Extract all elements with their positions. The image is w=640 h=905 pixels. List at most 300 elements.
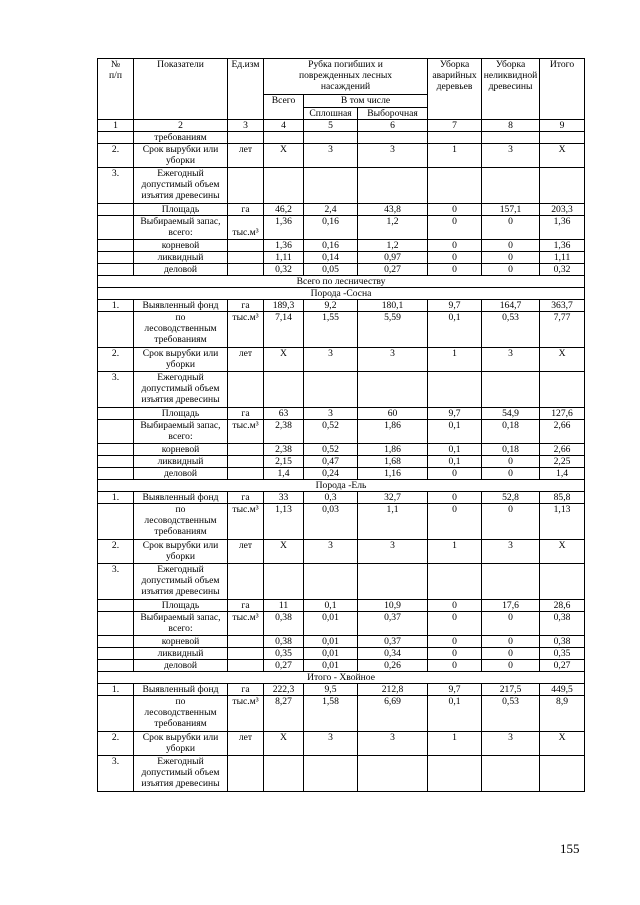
table-cell: 8,27 (264, 696, 304, 732)
table-cell: 0,01 (304, 636, 358, 648)
table-cell: 0,27 (358, 264, 428, 276)
table-row (98, 408, 585, 420)
table-cell: 127,6 (540, 408, 585, 420)
table-cell: 1,13 (540, 504, 585, 540)
header-felling: Рубка погибших и поврежденных лесных насаждений (264, 59, 428, 95)
table-cell: 0 (428, 240, 482, 252)
table-row (98, 540, 585, 564)
table-cell: 0,27 (264, 660, 304, 672)
table-cell: 1,11 (540, 252, 585, 264)
table-row (98, 612, 585, 636)
table-cell: 164,7 (482, 300, 540, 312)
table-cell: 52,8 (482, 492, 540, 504)
table-cell: 157,1 (482, 204, 540, 216)
table-cell: Х (264, 144, 304, 168)
table-cell: 2,66 (540, 420, 585, 444)
table-cell: 1,13 (264, 504, 304, 540)
table-cell: 0,05 (304, 264, 358, 276)
table-cell: 189,3 (264, 300, 304, 312)
table-cell: 1,16 (358, 468, 428, 480)
table-cell: 0,35 (540, 648, 585, 660)
table-cell (228, 252, 264, 264)
table-cell (228, 468, 264, 480)
table-row (98, 600, 585, 612)
table-cell: тыс.м³ (228, 420, 264, 444)
table-cell (482, 372, 540, 408)
table-cell: 2,15 (264, 456, 304, 468)
table-cell: 0 (482, 264, 540, 276)
table-row (98, 456, 585, 468)
table-cell (98, 444, 134, 456)
table-cell: 0,38 (264, 612, 304, 636)
section-row (98, 288, 585, 300)
colnum: 9 (540, 120, 585, 132)
table-cell: 3 (358, 732, 428, 756)
table-cell (304, 564, 358, 600)
section-title: Порода -Сосна (98, 288, 585, 300)
table-cell: 3. (98, 564, 134, 600)
section-title: Итого - Хвойное (98, 672, 585, 684)
header-selective: Выборочная (358, 108, 428, 120)
table-cell: 3 (304, 540, 358, 564)
continuation-row (98, 132, 585, 144)
table-cell: 0,26 (358, 660, 428, 672)
table-cell: 1,36 (264, 216, 304, 240)
table-cell: 1. (98, 684, 134, 696)
table-cell (228, 660, 264, 672)
table-cell: 1,4 (540, 468, 585, 480)
table-cell: 0,37 (358, 636, 428, 648)
table-cell: лет (228, 144, 264, 168)
table-cell: Х (264, 348, 304, 372)
table-cell (264, 564, 304, 600)
table-cell: 1,86 (358, 420, 428, 444)
table-cell (98, 264, 134, 276)
table-cell: корневой (134, 240, 228, 252)
colnum: 8 (482, 120, 540, 132)
table-cell: га (228, 684, 264, 696)
table-cell (228, 168, 264, 204)
table-cell: Площадь (134, 408, 228, 420)
table-cell: 2. (98, 540, 134, 564)
table-cell: 1,36 (540, 240, 585, 252)
table-cell: 0,01 (304, 612, 358, 636)
table-cell (482, 168, 540, 204)
table-cell: 33 (264, 492, 304, 504)
table-cell: 3 (304, 348, 358, 372)
table-cell: Выбираемый запас, всего: (134, 612, 228, 636)
table-cell: Срок вырубки или уборки (134, 348, 228, 372)
table-cell: 1 (428, 348, 482, 372)
table-cell (540, 564, 585, 600)
table-cell: 0,1 (428, 456, 482, 468)
table-row (98, 216, 585, 240)
table-cell: 9,5 (304, 684, 358, 696)
table-row (98, 660, 585, 672)
table-cell (228, 564, 264, 600)
table-cell: 1. (98, 300, 134, 312)
table-cell: 0 (428, 252, 482, 264)
table-row (98, 732, 585, 756)
table-cell (228, 240, 264, 252)
table-cell: 0,1 (304, 600, 358, 612)
table-cell: 0,01 (304, 660, 358, 672)
table-row (98, 504, 585, 540)
table-cell: Х (540, 348, 585, 372)
table-cell: 0 (482, 636, 540, 648)
table-cell: 9,7 (428, 408, 482, 420)
table-cell: 2. (98, 144, 134, 168)
table-cell: 46,2 (264, 204, 304, 216)
table-cell: 60 (358, 408, 428, 420)
table-cell: Х (264, 732, 304, 756)
table-cell: лет (228, 732, 264, 756)
table-cell: 0 (482, 468, 540, 480)
table-cell (304, 168, 358, 204)
colnum: 4 (264, 120, 304, 132)
table-cell: 0,35 (264, 648, 304, 660)
table-cell: 0,18 (482, 444, 540, 456)
table-cell: 5,59 (358, 312, 428, 348)
table-cell (428, 372, 482, 408)
table-cell: ликвидный (134, 648, 228, 660)
table-cell: 0 (428, 468, 482, 480)
table-cell: 222,3 (264, 684, 304, 696)
table-cell: 7,14 (264, 312, 304, 348)
table-cell: 0 (482, 648, 540, 660)
table-cell: га (228, 204, 264, 216)
table-cell (264, 756, 304, 792)
header-grand-total: Итого (540, 59, 585, 120)
table-cell: лет (228, 348, 264, 372)
table-cell: га (228, 408, 264, 420)
table-cell: тыс.м³ (228, 504, 264, 540)
table-cell: Х (540, 732, 585, 756)
table-cell (358, 372, 428, 408)
table-cell: 203,3 (540, 204, 585, 216)
table-cell: 0 (482, 612, 540, 636)
table-cell: 0 (482, 456, 540, 468)
table-cell (98, 216, 134, 240)
table-cell: 3 (482, 348, 540, 372)
table-cell (264, 372, 304, 408)
table-cell (98, 660, 134, 672)
table-cell: 217,5 (482, 684, 540, 696)
table-cell: 0 (428, 204, 482, 216)
table-cell: 28,6 (540, 600, 585, 612)
table-row (98, 636, 585, 648)
table-cell: 1,55 (304, 312, 358, 348)
table-cell: Выбираемый запас, всего: (134, 216, 228, 240)
continuation-text: требованиям (134, 132, 228, 144)
table-cell (304, 756, 358, 792)
colnum: 5 (304, 120, 358, 132)
table-cell: Выявленный фонд (134, 492, 228, 504)
table-cell: тыс.м³ (228, 312, 264, 348)
table-cell: 1,1 (358, 504, 428, 540)
table-cell: 0 (428, 492, 482, 504)
table-cell: 0,53 (482, 312, 540, 348)
table-cell (98, 468, 134, 480)
table-cell: Ежегодный допустимый объем изъятия древесины (134, 168, 228, 204)
table-cell: 0,1 (428, 444, 482, 456)
table-cell: ликвидный (134, 456, 228, 468)
table-cell: 0,38 (540, 612, 585, 636)
table-cell: 0,53 (482, 696, 540, 732)
table-cell: 3 (304, 732, 358, 756)
table-cell (304, 372, 358, 408)
table-cell: 0,3 (304, 492, 358, 504)
table-cell: 0,03 (304, 504, 358, 540)
table-cell: 2,25 (540, 456, 585, 468)
table-cell: 0,1 (428, 696, 482, 732)
table-cell: 0 (428, 216, 482, 240)
table-cell (98, 312, 134, 348)
table-cell: 3 (482, 540, 540, 564)
table-cell: 1,58 (304, 696, 358, 732)
table-cell: Выбираемый запас, всего: (134, 420, 228, 444)
table-row (98, 684, 585, 696)
table-cell: по лесоводственным требованиям (134, 504, 228, 540)
table-cell (428, 564, 482, 600)
table-cell: 85,8 (540, 492, 585, 504)
header-indicators: Показатели (134, 59, 228, 120)
table-cell: 3 (482, 732, 540, 756)
table-cell: 10,9 (358, 600, 428, 612)
colnum: 2 (134, 120, 228, 132)
table-row (98, 420, 585, 444)
table-cell: 2,38 (264, 444, 304, 456)
table-cell (98, 252, 134, 264)
table-cell: га (228, 600, 264, 612)
table-cell: 3. (98, 372, 134, 408)
table-cell (228, 444, 264, 456)
table-cell: 0 (428, 600, 482, 612)
colnum: 6 (358, 120, 428, 132)
table-row (98, 144, 585, 168)
section-row (98, 480, 585, 492)
table-cell (482, 756, 540, 792)
table-cell: 3 (304, 144, 358, 168)
table-cell: 32,7 (358, 492, 428, 504)
table-row (98, 444, 585, 456)
table-row (98, 756, 585, 792)
table-cell: Х (264, 540, 304, 564)
table-cell: 3 (304, 408, 358, 420)
table-cell: лет (228, 540, 264, 564)
colnum: 3 (228, 120, 264, 132)
header-total: Всего (264, 95, 304, 120)
table-cell (98, 204, 134, 216)
table-cell (540, 372, 585, 408)
table-cell: 0 (428, 660, 482, 672)
table-cell: 0,27 (540, 660, 585, 672)
table-cell (228, 456, 264, 468)
table-cell: тыс.м³ (228, 216, 264, 240)
table-cell: 43,8 (358, 204, 428, 216)
table-cell: 11 (264, 600, 304, 612)
header-unit: Ед.изм (228, 59, 264, 120)
table-cell: 0,1 (428, 312, 482, 348)
table-cell: 1 (428, 144, 482, 168)
table-cell (482, 564, 540, 600)
table-cell: 0 (428, 504, 482, 540)
table-cell (264, 168, 304, 204)
table-cell: тыс.м³ (228, 612, 264, 636)
table-cell (358, 168, 428, 204)
table-cell (428, 756, 482, 792)
table-cell: га (228, 300, 264, 312)
table-cell: 1,68 (358, 456, 428, 468)
table-cell (98, 240, 134, 252)
table-cell: 1. (98, 492, 134, 504)
table-cell: 0,14 (304, 252, 358, 264)
table-cell: Выявленный фонд (134, 684, 228, 696)
table-cell (98, 420, 134, 444)
table-cell (358, 756, 428, 792)
table-cell: Ежегодный допустимый объем изъятия древесины (134, 756, 228, 792)
table-cell: 0,16 (304, 240, 358, 252)
table-cell (98, 696, 134, 732)
table-cell: 0 (482, 660, 540, 672)
table-cell: 0 (428, 264, 482, 276)
column-numbers-row (98, 120, 585, 132)
table-cell: 1,36 (540, 216, 585, 240)
table-cell: 0,52 (304, 444, 358, 456)
table-cell: 0 (428, 648, 482, 660)
header-including: В том числе (304, 95, 428, 108)
table-cell (428, 168, 482, 204)
table-cell (98, 408, 134, 420)
table-cell: Площадь (134, 600, 228, 612)
table-cell: 3. (98, 168, 134, 204)
table-cell: 1,2 (358, 240, 428, 252)
table-cell: по лесоводственным требованиям (134, 696, 228, 732)
table-row (98, 204, 585, 216)
table-cell: Срок вырубки или уборки (134, 540, 228, 564)
table-cell: 2. (98, 348, 134, 372)
table-cell (98, 648, 134, 660)
table-row (98, 648, 585, 660)
table-cell: 0,24 (304, 468, 358, 480)
table-row (98, 264, 585, 276)
table-cell: 0 (482, 252, 540, 264)
section-title: Всего по лесничеству (98, 276, 585, 288)
table-cell: 180,1 (358, 300, 428, 312)
table-cell (228, 372, 264, 408)
header-emergency: Уборка аварийных деревьев (428, 59, 482, 120)
table-cell: 1,86 (358, 444, 428, 456)
table-cell: 1,2 (358, 216, 428, 240)
table-cell (228, 648, 264, 660)
table-cell: Срок вырубки или уборки (134, 732, 228, 756)
table-cell: 0 (482, 504, 540, 540)
table-row (98, 168, 585, 204)
table-cell: 449,5 (540, 684, 585, 696)
table-cell: 3. (98, 756, 134, 792)
table-cell: деловой (134, 660, 228, 672)
table-cell: Площадь (134, 204, 228, 216)
table-cell: по лесоводственным требованиям (134, 312, 228, 348)
table-cell: 0,38 (540, 636, 585, 648)
table-cell: Срок вырубки или уборки (134, 144, 228, 168)
table-cell: 0,52 (304, 420, 358, 444)
table-cell: 0,18 (482, 420, 540, 444)
table-cell: 1 (428, 732, 482, 756)
table-cell (98, 636, 134, 648)
table-cell: 1 (428, 540, 482, 564)
table-cell: Ежегодный допустимый объем изъятия древесины (134, 564, 228, 600)
table-cell (98, 600, 134, 612)
header-num: № п/п (98, 59, 134, 120)
header-clear: Сплошная (304, 108, 358, 120)
table-cell: 0,97 (358, 252, 428, 264)
table-cell: 1,11 (264, 252, 304, 264)
table-cell: корневой (134, 636, 228, 648)
table-cell: 9,7 (428, 684, 482, 696)
table-cell (228, 756, 264, 792)
table-cell: 0,32 (540, 264, 585, 276)
table-cell: 3 (482, 144, 540, 168)
table-cell: Ежегодный допустимый объем изъятия древесины (134, 372, 228, 408)
table-cell: 8,9 (540, 696, 585, 732)
table-cell: 0 (428, 636, 482, 648)
table-cell: 2,4 (304, 204, 358, 216)
table-cell: 3 (358, 348, 428, 372)
table-row (98, 348, 585, 372)
section-row (98, 672, 585, 684)
table-cell: 3 (358, 144, 428, 168)
table-cell: 7,77 (540, 312, 585, 348)
table-row (98, 696, 585, 732)
table-cell: 0,37 (358, 612, 428, 636)
forest-felling-table (97, 58, 585, 792)
table-cell: 363,7 (540, 300, 585, 312)
table-cell: 6,69 (358, 696, 428, 732)
table-cell: Выявленный фонд (134, 300, 228, 312)
table-row (98, 252, 585, 264)
table-row (98, 312, 585, 348)
table-cell: Х (540, 540, 585, 564)
table-cell: корневой (134, 444, 228, 456)
table-cell: тыс.м³ (228, 696, 264, 732)
page-number: 155 (560, 841, 580, 856)
section-title: Порода -Ель (98, 480, 585, 492)
table-cell: 54,9 (482, 408, 540, 420)
table-cell (358, 564, 428, 600)
table-row (98, 564, 585, 600)
header-illiquid: Уборка неликвидной древесины (482, 59, 540, 120)
table-cell: 0,16 (304, 216, 358, 240)
header-row-1 (98, 59, 585, 95)
table-cell: 0,01 (304, 648, 358, 660)
table-cell: 212,8 (358, 684, 428, 696)
table-cell: 0,38 (264, 636, 304, 648)
table-cell (98, 456, 134, 468)
table-cell: 2. (98, 732, 134, 756)
table-cell: 17,6 (482, 600, 540, 612)
table-cell: 0,32 (264, 264, 304, 276)
table-row (98, 468, 585, 480)
table-cell (98, 612, 134, 636)
table-cell: 1,36 (264, 240, 304, 252)
table-cell: 0,34 (358, 648, 428, 660)
table-row (98, 300, 585, 312)
table-cell: Х (540, 144, 585, 168)
table-cell: 9,7 (428, 300, 482, 312)
table-cell: 2,66 (540, 444, 585, 456)
table-cell: ликвидный (134, 252, 228, 264)
